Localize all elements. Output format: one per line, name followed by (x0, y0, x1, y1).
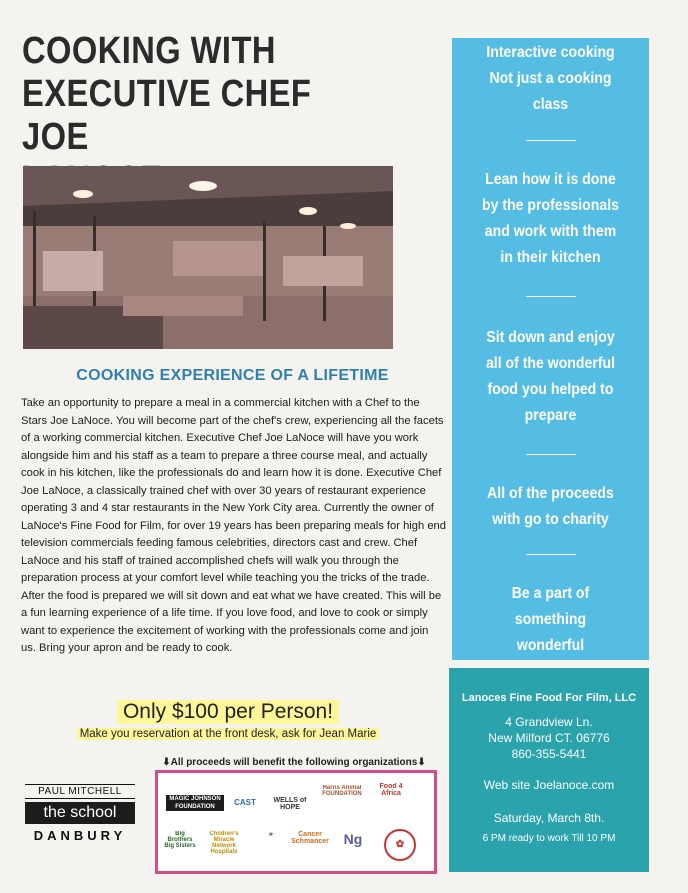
contact-box (449, 668, 649, 872)
highlight-item: All of the proceeds with go to charity (487, 485, 614, 528)
page-title: COOKING WITH EXECUTIVE CHEF JOE (22, 30, 312, 158)
highlight-item: Sit down and enjoy all of the wonderful food you helped to prepare (485, 329, 616, 424)
divider (526, 140, 576, 141)
website-link[interactable]: Web site Joelanoce.com (483, 778, 615, 792)
phone-number: 860-355-5441 (511, 747, 587, 761)
highlights-panel (452, 38, 649, 660)
school-name: the school (25, 802, 135, 824)
wells-of-hope-logo: WELLS of HOPE (273, 797, 307, 809)
description-paragraph: Take an opportunity to prepare a meal in a commercial kitchen with a Chef to the Stars Joe LaNoce. You will become part of the chef's crew, experiencing all the facets of a working commercial kitchen. Executive Chef Joe LaNoce will have you work alongside him and his staff as a team to prepare a three course meal, and actually cook in his kitchen, like the professionals do and learn how it is done. Executive Chef Joe LaNoce, a classically trained chef with over 30 years of restaurant experience operating 3 and 4 star restaurants in the New York City area. Currently the owner of LaNoce's Fine Food for Film, for over 19 years has been preparing meals for high end television commercials feeding famous celebrities, directors cast and crew. Chef LaNoce and his staff of trained accomplished chefs will walk you through the preparation process at your comfort level while teaching you the tricks of the trade. After the food is prepared we will sit down and eat what we have created. This will be a fun learning experience of a life time. If you love food, and love to cook or simply want to experience the excitement of working with the professionals come and join us. Bring your apron and be ready to cook. (21, 397, 446, 654)
harris-animal-foundation-logo: Harris Animal FOUNDATION (322, 785, 362, 797)
highlight-item: Lean how it is done by the professionals and work with them in their kitchen (482, 171, 619, 266)
organizations-header: ⬇All proceeds will benefit the following organizations⬇ (162, 757, 426, 768)
childrens-miracle-network-logo: Children's Miracle Network Hospitals (209, 831, 239, 855)
highlight-item: Interactive cooking Not just a cooking class (486, 44, 615, 113)
company-name: Lanoces Fine Food For Film, LLC (461, 692, 637, 704)
reservation-text: Make you reservation at the front desk, ask for Jean Marie (77, 728, 380, 740)
address-line-2: New Milford CT. 06776 (488, 731, 610, 745)
divider (526, 554, 576, 555)
address-line-1: 4 Grandview Ln. (505, 715, 593, 729)
magic-johnson-logo: MAGIC JOHNSON FOUNDATION (166, 795, 224, 811)
event-time: 6 PM ready to work Till 10 PM (482, 833, 616, 844)
price-text: Only $100 per Person! (117, 700, 339, 724)
event-date: Saturday, March 8th. (493, 811, 605, 825)
organizations-logos (155, 770, 437, 874)
price-callout (60, 700, 396, 742)
school-city: DANBURY (33, 828, 127, 843)
kitchen-photo (23, 166, 393, 349)
ng-logo: Ng (343, 831, 363, 847)
paul-mitchell-school-logo (25, 784, 135, 843)
divider (526, 296, 576, 297)
section-subtitle: COOKING EXPERIENCE OF A LIFETIME (76, 367, 389, 384)
cast-logo: CAST (234, 798, 256, 807)
school-brand: PAUL MITCHELL (25, 784, 135, 799)
star-logo: ★ (268, 832, 274, 838)
cancer-schmancer-logo: Cancer Schmancer (291, 831, 329, 845)
divider (526, 454, 576, 455)
big-brothers-big-sisters-logo: Big Brothers Big Sisters (164, 831, 196, 849)
paw-logo: ✿ (384, 829, 416, 861)
food-4-africa-logo: Food 4 Africa (379, 783, 403, 797)
highlight-item: Be a part of something wonderful (511, 585, 590, 654)
